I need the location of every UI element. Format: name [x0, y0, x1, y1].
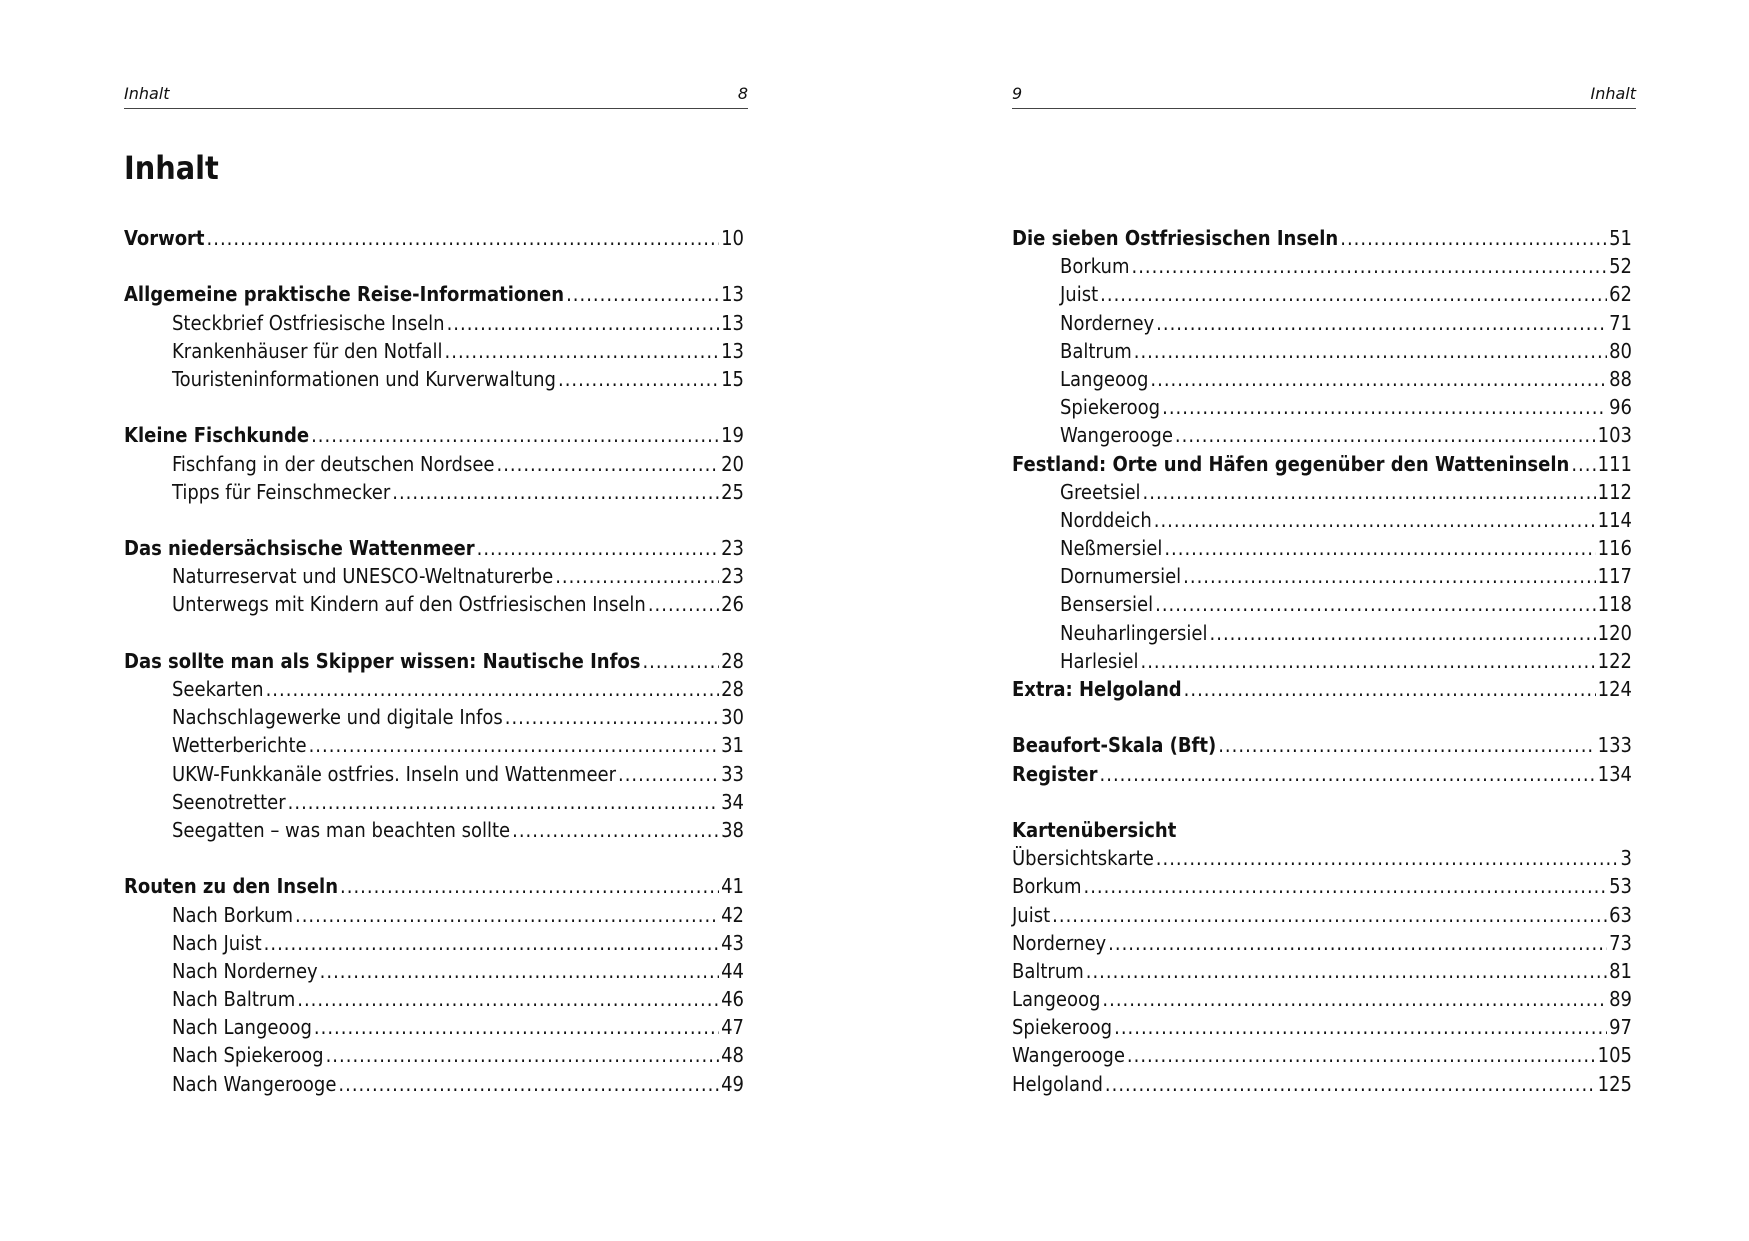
dot-leader: [477, 534, 720, 562]
toc-entry-page-number: 34: [721, 789, 744, 814]
toc-entry-label: Nach Langeoog: [172, 1015, 312, 1040]
left-page: [124, 0, 748, 1241]
toc-entry: [124, 421, 744, 449]
toc-entry-page-number: 96: [1609, 395, 1632, 420]
toc-entry: [124, 985, 744, 1013]
toc-entry: [1012, 450, 1632, 478]
toc-entry-page-number: 23: [721, 564, 744, 589]
page-number: 9: [1012, 84, 1023, 103]
dot-leader: [264, 929, 719, 957]
dot-leader: [309, 731, 720, 759]
dot-leader: [1175, 421, 1596, 449]
toc-entry-page-number: 43: [721, 930, 744, 955]
toc-entry-label: Das niedersächsische Wattenmeer: [124, 536, 475, 561]
toc-entry-page-number: 23: [721, 536, 744, 561]
toc-entry-page-number: 62: [1609, 282, 1632, 307]
toc-entry-label: Kartenübersicht: [1012, 817, 1177, 842]
dot-leader: [314, 1013, 719, 1041]
toc-entry-label: Routen zu den Inseln: [124, 874, 339, 899]
toc-entry-label: Nach Borkum: [172, 902, 293, 927]
toc-entry-label: Tipps für Feinschmecker: [172, 479, 391, 504]
toc-entry-page-number: 51: [1609, 226, 1632, 250]
toc-entry-label: Greetsiel: [1060, 479, 1141, 504]
toc-entry-label: UKW-Funkkanäle ostfries. Inseln und Wattenmeer: [172, 761, 616, 786]
toc-entry-label: Spiekeroog: [1060, 395, 1161, 420]
running-head-left: [124, 84, 748, 109]
toc-entry-page-number: 122: [1597, 648, 1632, 673]
toc-entry: [1012, 816, 1632, 844]
dot-leader: [1086, 957, 1607, 985]
toc-entry-page-number: 49: [721, 1071, 744, 1096]
toc-entry-label: Nach Wangerooge: [172, 1071, 337, 1096]
toc-entry: [1012, 1013, 1632, 1041]
toc-entry: [124, 731, 744, 759]
toc-entry-page-number: 120: [1597, 620, 1632, 645]
dot-leader: [338, 1070, 719, 1098]
toc-entry-label: Wetterberichte: [172, 733, 307, 758]
dot-leader: [1100, 280, 1607, 308]
toc-entry-label: Norderney: [1060, 310, 1155, 335]
toc-entry-label: Juist: [1060, 282, 1099, 307]
dot-leader: [1154, 506, 1596, 534]
dot-leader: [555, 562, 719, 590]
toc-entry-label: Borkum: [1012, 874, 1082, 899]
toc-entry-label: Spiekeroog: [1012, 1015, 1113, 1040]
dot-leader: [266, 675, 720, 703]
toc-entry-page-number: 81: [1609, 958, 1632, 983]
right-page: [1012, 0, 1636, 1241]
toc-entry-label: Langeoog: [1060, 366, 1149, 391]
toc-entry-page-number: 13: [721, 282, 744, 307]
toc-entry: [1012, 675, 1632, 703]
toc-entry-label: Wangerooge: [1060, 423, 1173, 448]
toc-entry-label: Nach Spiekeroog: [172, 1043, 324, 1068]
toc-entry: [1012, 590, 1632, 618]
toc-entry: [1012, 365, 1632, 393]
dot-leader: [558, 365, 719, 393]
running-head-title: Inhalt: [1590, 84, 1636, 103]
toc-entry-label: Nachschlagewerke und digitale Infos: [172, 705, 503, 730]
toc-entry: [1012, 1041, 1632, 1069]
dot-leader: [1052, 901, 1607, 929]
toc-entry-label: Vorwort: [124, 226, 205, 250]
toc-entry: [1012, 760, 1632, 788]
toc-entry-label: Nach Norderney: [172, 958, 318, 983]
toc-entry: [1012, 929, 1632, 957]
dot-leader: [297, 985, 719, 1013]
dot-leader: [1164, 534, 1595, 562]
toc-entry: [124, 365, 744, 393]
toc-entry-page-number: 30: [721, 705, 744, 730]
table-of-contents-left: [124, 224, 744, 1098]
dot-leader: [1134, 337, 1607, 365]
toc-entry: [124, 929, 744, 957]
dot-leader: [1127, 1041, 1596, 1069]
toc-entry-page-number: 111: [1597, 451, 1632, 476]
toc-entry: [124, 478, 744, 506]
dot-leader: [1156, 309, 1607, 337]
toc-entry: [1012, 985, 1632, 1013]
toc-entry-label: Helgoland: [1012, 1071, 1103, 1096]
toc-entry: [1012, 309, 1632, 337]
toc-entry-page-number: 33: [721, 761, 744, 786]
toc-entry-page-number: 28: [721, 677, 744, 701]
dot-leader: [1100, 760, 1596, 788]
toc-entry-page-number: 10: [721, 226, 744, 250]
toc-entry-page-number: 134: [1597, 761, 1632, 786]
toc-entry-label: Juist: [1012, 902, 1051, 927]
dot-leader: [1571, 450, 1595, 478]
toc-entry-page-number: 38: [721, 817, 744, 842]
dot-leader: [648, 590, 719, 618]
dot-leader: [1218, 731, 1595, 759]
toc-entry: [1012, 957, 1632, 985]
running-head-title: Inhalt: [124, 84, 170, 103]
dot-leader: [311, 421, 719, 449]
toc-entry: [124, 760, 744, 788]
toc-entry-page-number: 20: [721, 451, 744, 476]
toc-entry-label: Festland: Orte und Häfen gegenüber den Watteninseln: [1012, 451, 1570, 476]
toc-entry-label: Neuharlingersiel: [1060, 620, 1208, 645]
toc-entry-page-number: 25: [721, 479, 744, 504]
toc-entry-label: Die sieben Ostfriesischen Inseln: [1012, 226, 1339, 250]
table-of-contents-right: [1012, 224, 1632, 1098]
toc-entry-label: Norddeich: [1060, 507, 1152, 532]
toc-entry-page-number: 53: [1609, 874, 1632, 899]
toc-entry: [1012, 393, 1632, 421]
dot-leader: [340, 872, 719, 900]
toc-entry-label: Nach Juist: [172, 930, 262, 955]
dot-leader: [288, 788, 719, 816]
toc-entry-label: Beaufort-Skala (Bft): [1012, 733, 1217, 758]
toc-entry-page-number: 13: [721, 310, 744, 335]
toc-entry: [1012, 619, 1632, 647]
dot-leader: [1210, 619, 1596, 647]
dot-leader: [505, 703, 719, 731]
dot-leader: [445, 337, 720, 365]
toc-entry: [1012, 506, 1632, 534]
toc-entry-page-number: 13: [721, 338, 744, 363]
toc-entry: [124, 450, 744, 478]
toc-entry: [1012, 731, 1632, 759]
toc-entry-label: Krankenhäuser für den Notfall: [172, 338, 443, 363]
toc-entry-page-number: 46: [721, 987, 744, 1012]
dot-leader: [1083, 872, 1607, 900]
toc-entry-label: Wangerooge: [1012, 1043, 1125, 1068]
toc-entry: [1012, 534, 1632, 562]
toc-entry: [124, 534, 744, 562]
toc-entry-page-number: 116: [1597, 536, 1632, 561]
toc-entry-label: Kleine Fischkunde: [124, 423, 310, 448]
dot-leader: [496, 450, 719, 478]
page-number: 8: [737, 84, 748, 103]
dot-leader: [1162, 393, 1607, 421]
toc-entry: [1012, 872, 1632, 900]
toc-entry-label: Langeoog: [1012, 987, 1101, 1012]
toc-entry: [124, 224, 744, 252]
toc-entry-page-number: 3: [1620, 846, 1632, 871]
toc-entry-page-number: 28: [721, 648, 744, 673]
toc-entry-page-number: 73: [1609, 930, 1632, 955]
toc-entry-label: Unterwegs mit Kindern auf den Ostfriesischen Inseln: [172, 592, 646, 617]
toc-entry: [124, 280, 744, 308]
dot-leader: [1156, 844, 1619, 872]
toc-entry-label: Norderney: [1012, 930, 1107, 955]
toc-entry: [1012, 252, 1632, 280]
toc-entry: [1012, 478, 1632, 506]
toc-entry: [124, 309, 744, 337]
toc-entry: [1012, 1070, 1632, 1098]
toc-entry-label: Übersichtskarte: [1012, 846, 1154, 871]
toc-entry-label: Nach Baltrum: [172, 987, 296, 1012]
toc-entry-label: Das sollte man als Skipper wissen: Nautische Infos: [124, 648, 641, 673]
toc-entry-label: Seegatten – was man beachten sollte: [172, 817, 511, 842]
dot-leader: [320, 957, 719, 985]
toc-entry-label: Register: [1012, 761, 1098, 786]
dot-leader: [512, 816, 719, 844]
toc-entry-label: Baltrum: [1060, 338, 1132, 363]
toc-entry: [124, 337, 744, 365]
dot-leader: [1143, 478, 1596, 506]
toc-entry: [124, 590, 744, 618]
dot-leader: [1105, 1070, 1596, 1098]
toc-entry-page-number: 103: [1597, 423, 1632, 448]
toc-entry-page-number: 125: [1597, 1071, 1632, 1096]
toc-entry: [124, 1013, 744, 1041]
toc-entry: [1012, 337, 1632, 365]
toc-entry-page-number: 80: [1609, 338, 1632, 363]
toc-entry-page-number: 41: [721, 874, 744, 899]
dot-leader: [1183, 562, 1595, 590]
dot-leader: [1155, 590, 1596, 618]
toc-entry: [124, 816, 744, 844]
toc-entry-label: Allgemeine praktische Reise-Informationen: [124, 282, 565, 307]
toc-entry-page-number: 15: [721, 366, 744, 391]
dot-leader: [1184, 675, 1596, 703]
dot-leader: [642, 647, 719, 675]
dot-leader: [207, 224, 720, 252]
toc-entry-label: Borkum: [1060, 254, 1130, 279]
toc-entry: [1012, 647, 1632, 675]
toc-entry: [124, 872, 744, 900]
toc-entry-page-number: 48: [721, 1043, 744, 1068]
page-title: Inhalt: [124, 149, 219, 187]
toc-entry-page-number: 133: [1597, 733, 1632, 758]
toc-entry: [124, 788, 744, 816]
toc-entry-page-number: 88: [1609, 366, 1632, 391]
dot-leader: [1140, 647, 1595, 675]
toc-entry-label: Harlesiel: [1060, 648, 1139, 673]
toc-entry-page-number: 42: [721, 902, 744, 927]
toc-entry-page-number: 71: [1609, 310, 1632, 335]
dot-leader: [1131, 252, 1607, 280]
toc-entry-label: Seekarten: [172, 677, 264, 701]
toc-entry-page-number: 117: [1597, 564, 1632, 589]
dot-leader: [1150, 365, 1607, 393]
toc-entry-label: Seenotretter: [172, 789, 286, 814]
toc-entry: [124, 1041, 744, 1069]
toc-entry: [1012, 280, 1632, 308]
toc-entry-page-number: 89: [1609, 987, 1632, 1012]
toc-entry-page-number: 31: [721, 733, 744, 758]
toc-entry-label: Baltrum: [1012, 958, 1084, 983]
dot-leader: [1108, 929, 1607, 957]
toc-entry-page-number: 118: [1597, 592, 1632, 617]
dot-leader: [618, 760, 719, 788]
toc-entry: [1012, 901, 1632, 929]
toc-entry: [1012, 224, 1632, 252]
toc-entry: [124, 675, 744, 703]
dot-leader: [1114, 1013, 1607, 1041]
toc-entry-page-number: 112: [1597, 479, 1632, 504]
toc-entry: [124, 901, 744, 929]
toc-entry: [124, 1070, 744, 1098]
toc-entry-label: Extra: Helgoland: [1012, 677, 1182, 701]
toc-entry-page-number: 44: [721, 958, 744, 983]
toc-entry-label: Steckbrief Ostfriesische Inseln: [172, 310, 445, 335]
dot-leader: [392, 478, 719, 506]
toc-entry-page-number: 63: [1609, 902, 1632, 927]
toc-entry-label: Fischfang in der deutschen Nordsee: [172, 451, 495, 476]
dot-leader: [1340, 224, 1607, 252]
dot-leader: [566, 280, 719, 308]
toc-entry: [1012, 562, 1632, 590]
toc-entry: [1012, 844, 1632, 872]
toc-entry-page-number: 124: [1597, 677, 1632, 701]
toc-entry: [124, 647, 744, 675]
toc-entry-label: Touristeninformationen und Kurverwaltung: [172, 366, 556, 391]
toc-entry: [124, 957, 744, 985]
toc-entry: [124, 703, 744, 731]
toc-entry: [1012, 421, 1632, 449]
dot-leader: [326, 1041, 720, 1069]
toc-entry: [124, 562, 744, 590]
toc-entry-page-number: 26: [721, 592, 744, 617]
toc-entry-label: Dornumersiel: [1060, 564, 1182, 589]
toc-entry-label: Bensersiel: [1060, 592, 1154, 617]
toc-entry-page-number: 47: [721, 1015, 744, 1040]
running-head-right: [1012, 84, 1636, 109]
toc-entry-label: Naturreservat und UNESCO-Weltnaturerbe: [172, 564, 554, 589]
toc-entry-label: Neßmersiel: [1060, 536, 1163, 561]
dot-leader: [447, 309, 720, 337]
toc-entry-page-number: 19: [721, 423, 744, 448]
toc-entry-page-number: 52: [1609, 254, 1632, 279]
toc-entry-page-number: 105: [1597, 1043, 1632, 1068]
dot-leader: [295, 901, 719, 929]
toc-entry-page-number: 97: [1609, 1015, 1632, 1040]
dot-leader: [1102, 985, 1607, 1013]
toc-entry-page-number: 114: [1597, 507, 1632, 532]
